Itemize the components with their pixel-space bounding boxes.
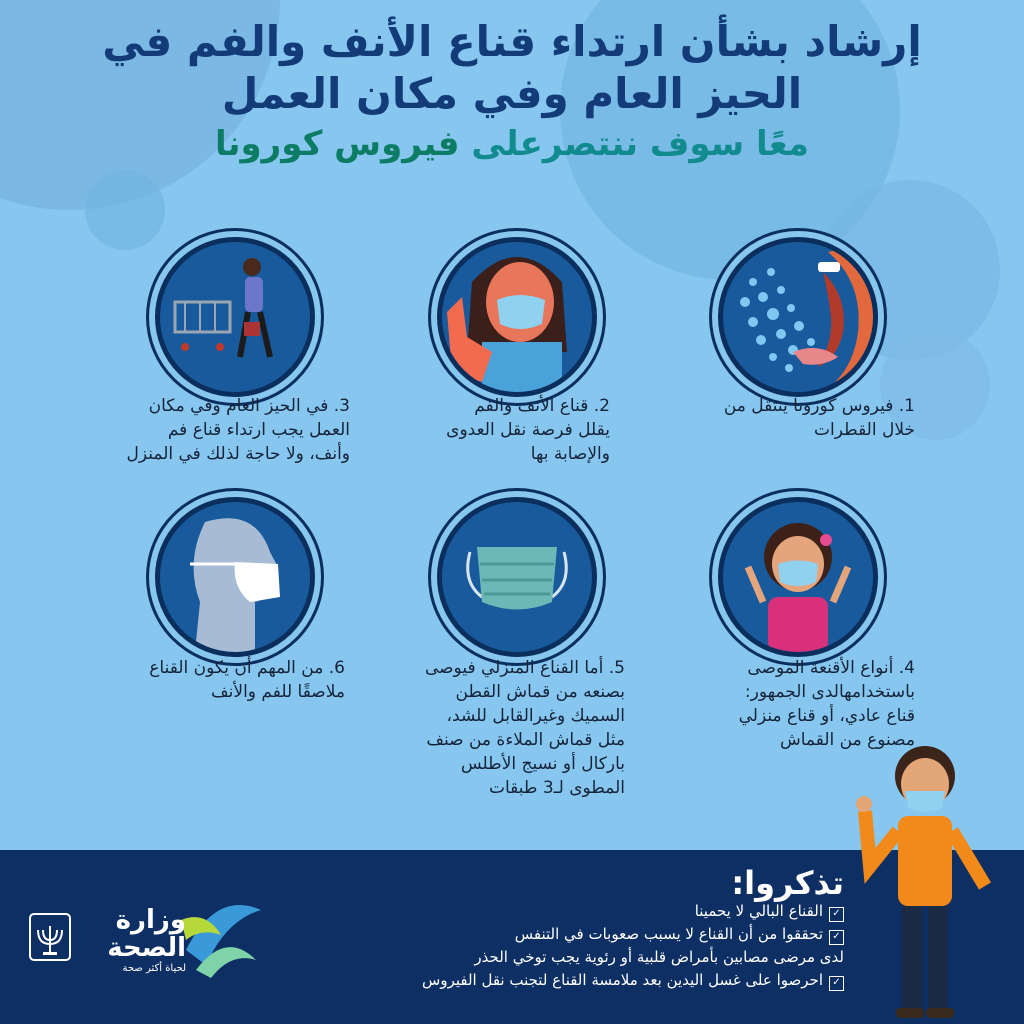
- caption-line: يقلل فرصة نقل العدوى: [446, 420, 610, 440]
- tip-caption-1: [675, 394, 915, 442]
- checkbox-icon: ✓: [829, 976, 844, 991]
- list-item: [304, 900, 844, 923]
- man-illustration: [850, 736, 1000, 1024]
- logo-text: [96, 906, 186, 976]
- caption-line: 4. أنواع الأقنعة الموصى: [747, 658, 915, 678]
- head-profile-mask-icon: [155, 497, 315, 657]
- girl-mask-icon: [718, 497, 878, 657]
- list-item: [304, 969, 844, 992]
- logo-line-1: وزارة: [115, 905, 186, 935]
- title-line-2: الحيز العام وفي مكان العمل: [221, 69, 803, 118]
- list-item-text: احرصوا على غسل اليدين بعد ملامسة القناع لتجنب نقل الفيروس: [422, 971, 823, 989]
- caption-line: المطوى لـ3 طبقات: [488, 778, 625, 798]
- header: [40, 16, 984, 164]
- caption-line: مصنوع من القماش: [779, 730, 915, 750]
- caption-line: 2. قناع الأنف والفم: [474, 396, 610, 416]
- tip-caption-5: [385, 656, 625, 800]
- list-item: [304, 923, 844, 946]
- caption-line: 6. من المهم أن يكون القناع: [149, 658, 345, 678]
- woman-mask-stop-icon: [437, 237, 597, 397]
- caption-line: بصنعه من قماش القطن: [455, 682, 625, 702]
- caption-line: العمل يجب ارتداء قناع فم: [167, 420, 350, 440]
- logo-line-2: الصحة: [107, 933, 186, 963]
- list-item-text: تحققوا من أن القناع لا يسبب صعوبات في التنفس: [514, 925, 823, 943]
- caption-line: والإصابة بها: [530, 444, 610, 464]
- tip-caption-2: [370, 394, 610, 466]
- title-line-1: إرشاد بشأن ارتداء قناع الأنف والفم في: [102, 17, 922, 66]
- droplets-mouth-icon: [718, 237, 878, 397]
- list-item-text: لدى مرضى مصابين بأمراض قلبية أو رئوية يجب توخي الحذر: [474, 948, 844, 966]
- caption-line: 1. فيروس كورونا ينتقل من: [723, 396, 915, 416]
- remember-title: تذكروا:: [731, 864, 844, 902]
- logo-line-3: لحياة أكثر صحة: [122, 963, 186, 974]
- surgical-mask-icon: [437, 497, 597, 657]
- remember-list: [304, 900, 844, 992]
- caption-line: وأنف، ولا حاجة لذلك في المنزل: [126, 444, 350, 464]
- subtitle: [40, 124, 984, 164]
- caption-line: 5. أما القناع المنزلي فيوصى: [424, 658, 625, 678]
- page-title: [40, 16, 984, 120]
- list-item: [304, 946, 844, 969]
- tip-caption-6: [105, 656, 345, 704]
- list-item-text: القناع البالي لا يحمينا: [694, 902, 823, 920]
- caption-line: باركال أو نسيج الأطلس: [460, 754, 625, 774]
- caption-line: باستخدامهالدى الجمهور:: [744, 682, 915, 702]
- state-emblem-icon: [28, 912, 72, 962]
- checkbox-icon: ✓: [829, 930, 844, 945]
- subtitle-part-2: فيروس كورونا: [215, 124, 460, 164]
- tip-caption-3: [95, 394, 350, 466]
- logo-swoosh-icon: [176, 890, 266, 980]
- caption-line: مثل قماش الملاءة من صنف: [426, 730, 625, 750]
- caption-line: ملاصقًا للفم والأنف: [211, 682, 345, 702]
- caption-line: خلال القطرات: [814, 420, 915, 440]
- shopper-cart-icon: [155, 237, 315, 397]
- caption-line: قناع عادي، أو قناع منزلي: [738, 706, 915, 726]
- checkbox-icon: ✓: [829, 907, 844, 922]
- caption-line: السميك وغيرالقابل للشد،: [446, 706, 625, 726]
- caption-line: 3. في الحيز العام وفي مكان: [148, 396, 350, 416]
- subtitle-part-1: معًا سوف ننتصرعلى: [471, 124, 809, 164]
- virus-shape-decoration: [85, 170, 165, 250]
